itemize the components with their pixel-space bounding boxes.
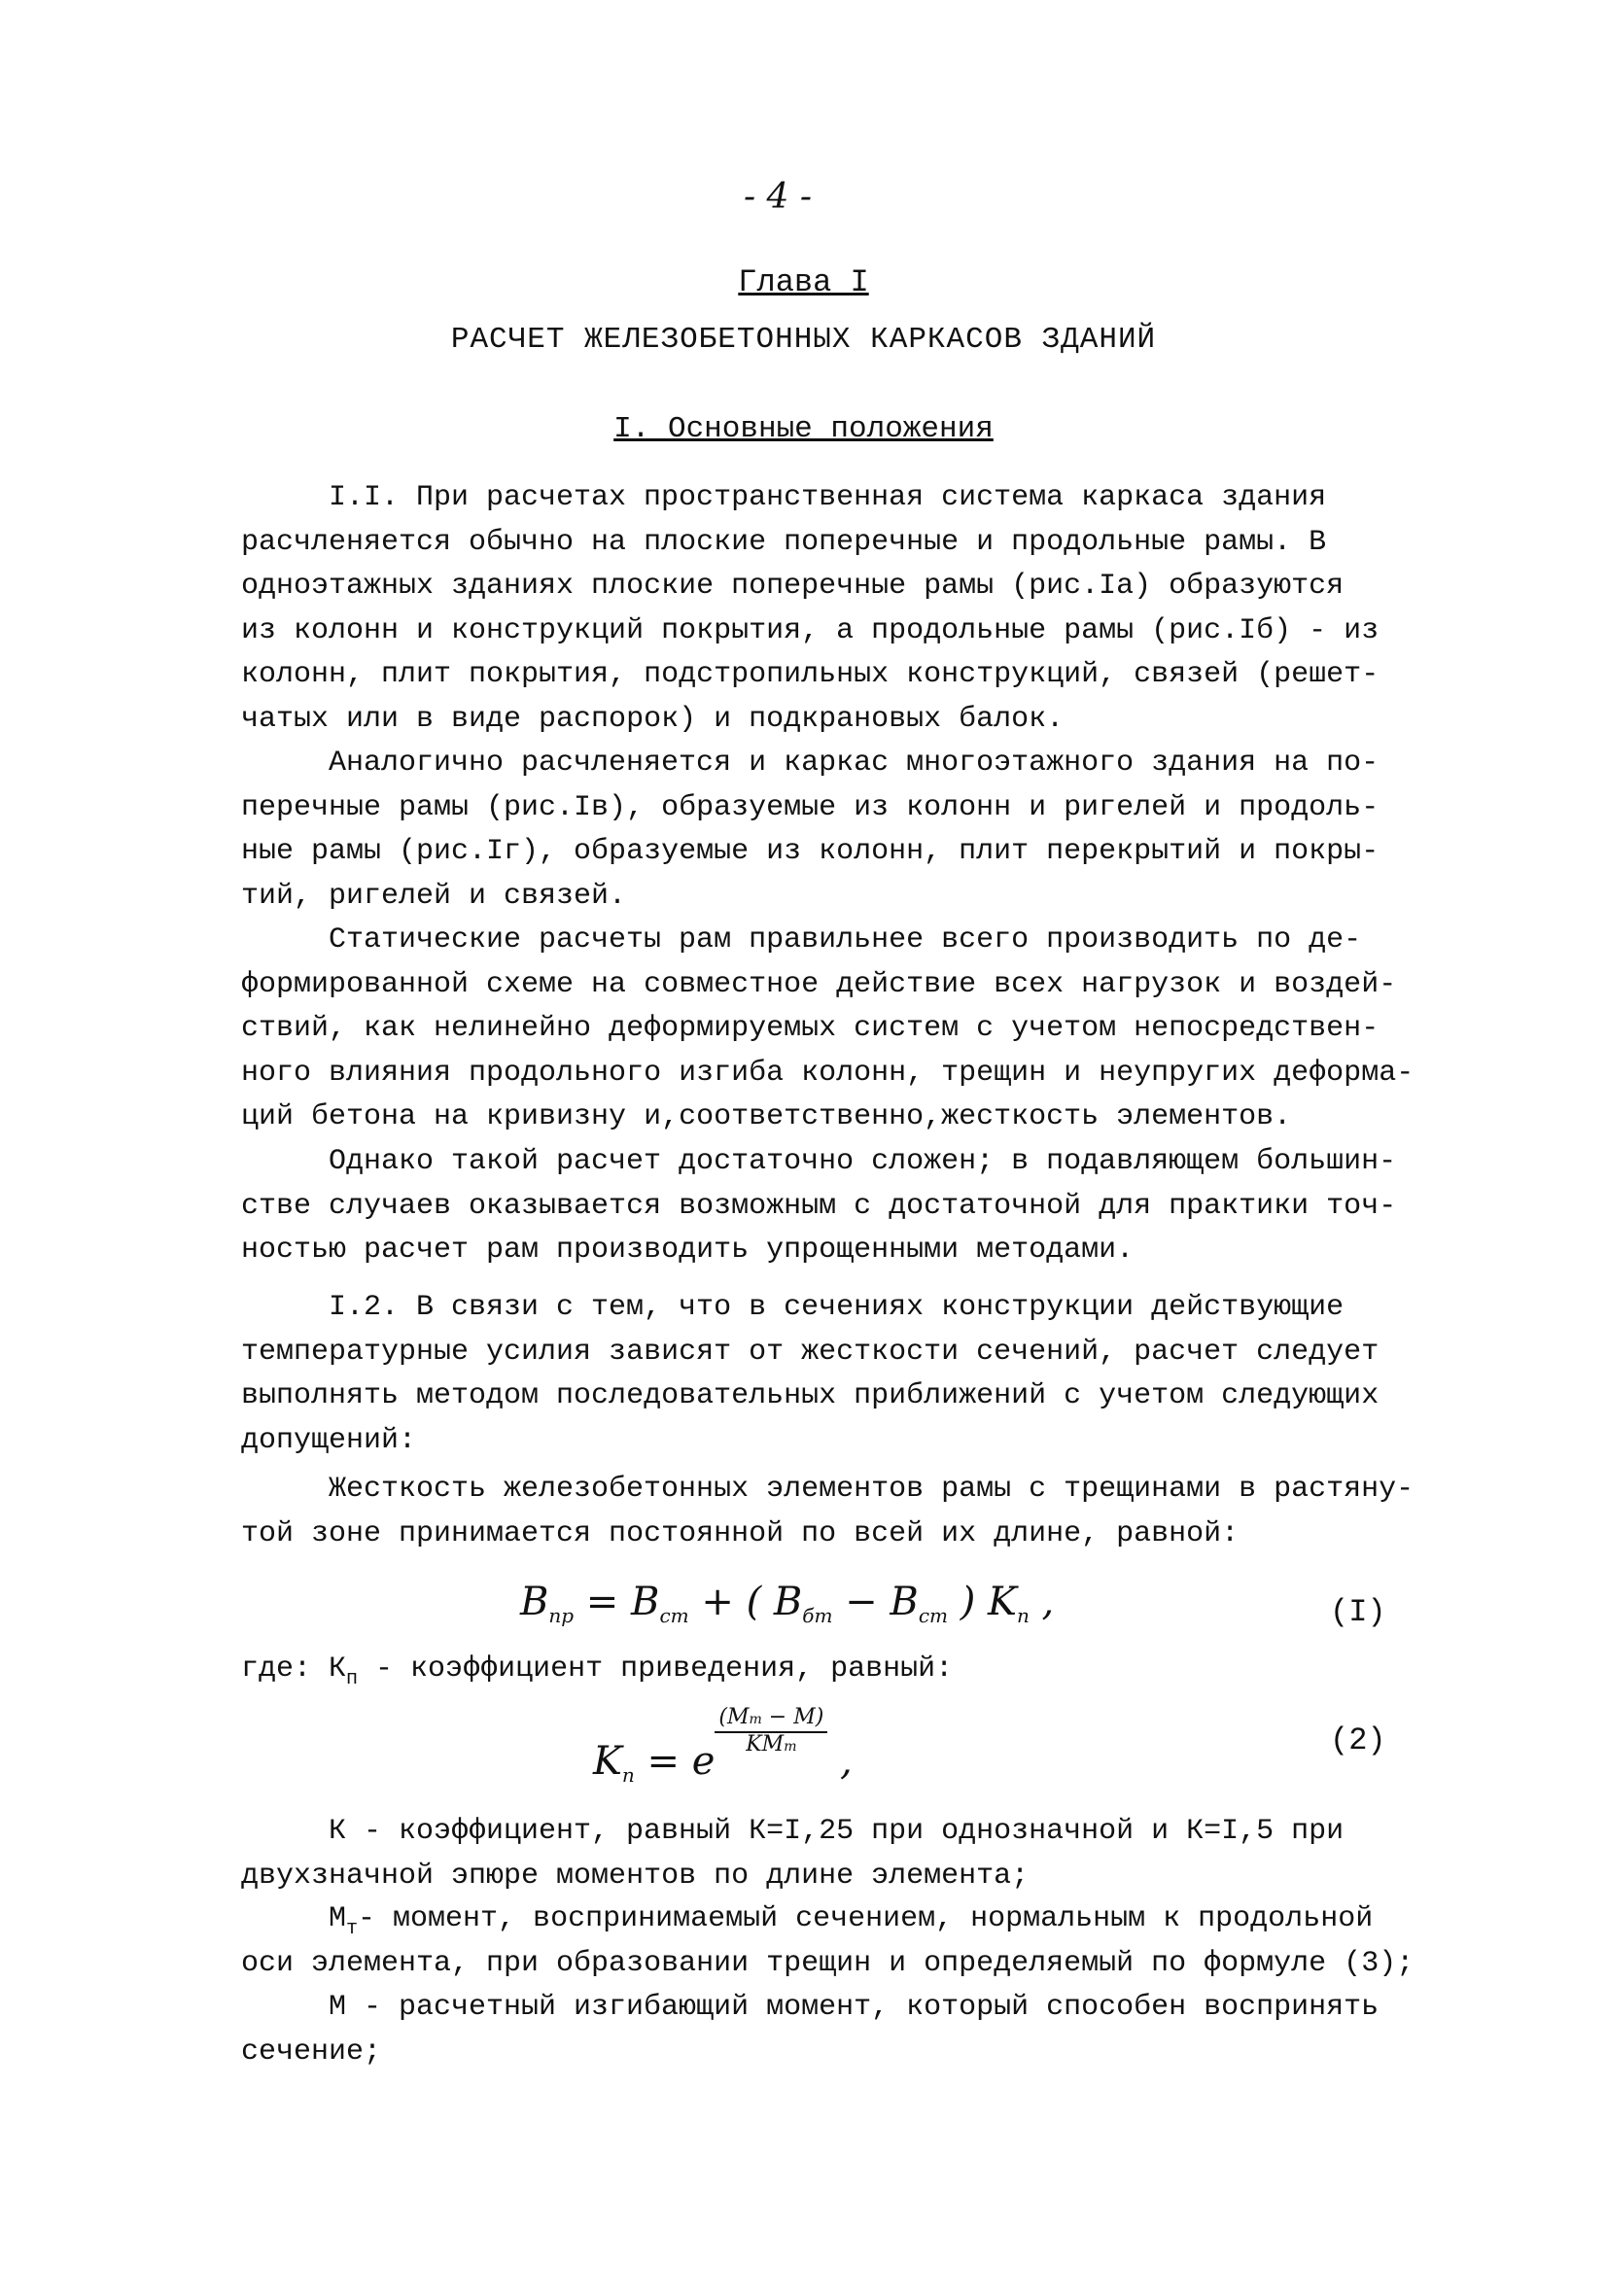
formula-1: $B_{пр} = B_{ст}$ + ( $B_{бт} - B_{ст}$ ) $K_п$ , [520, 1580, 1055, 1627]
text-line: из колонн и конструкций покрытия, а продольные рамы (рис.Iб) - из [241, 613, 1380, 647]
text-line: ностью расчет рам производить упрощенными методами. [241, 1234, 1135, 1267]
text-line: той зоне принимается постоянной по всей их длине, равной: [241, 1516, 1240, 1550]
formula-2: $K_п = e$ $\frac{(Mт - M)}{\text{KMт}}$ , [593, 1705, 853, 1787]
section-heading [0, 412, 1607, 446]
text-line: допущений: [241, 1423, 417, 1457]
paragraph-1 [241, 476, 1447, 742]
text-line: перечные рамы (рис.Iв), образуемые из колонн и ригелей и продоль- [241, 790, 1380, 824]
text-line: расчленяется обычно на плоские поперечные и продольные рамы. В [241, 525, 1327, 559]
text-line: Статические расчеты рам правильнее всего производить по де- [329, 923, 1362, 957]
paragraph-2 [241, 742, 1447, 919]
text-line: Жесткость железобетонных элементов рамы с трещинами в растяну- [329, 1473, 1415, 1506]
chapter-label: Глава I [738, 264, 869, 300]
text-line: формированной схеме на совместное действие всех нагрузок и воздей- [241, 967, 1397, 1001]
equation-number-1: (I) [1330, 1594, 1386, 1630]
text-line: двухзначной эпюре моментов по длине элемента; [241, 1859, 1030, 1893]
text-line: $М_т-$ момент, воспринимаемый сечением, нормальным к продольной [329, 1902, 1374, 1940]
text-line: Однако такой расчет достаточно сложен; в подавляющем большин- [329, 1145, 1397, 1178]
paragraph-8 [241, 1897, 1447, 1986]
paragraph-7 [241, 1810, 1447, 1898]
text-line: К - коэффициент, равный К=I,25 при однозначной и К=I,5 при [329, 1815, 1345, 1848]
paragraph-9 [241, 1986, 1447, 2074]
text-line: ствий, как нелинейно деформируемых систем с учетом непосредствен- [241, 1012, 1380, 1045]
exponent-fraction: $\frac{(Mт - M)}{\text{KMт}}$ [715, 1706, 827, 1758]
text-line: М - расчетный изгибающий момент, который способен воспринять [329, 1991, 1380, 2024]
paragraph-5 [241, 1286, 1447, 1463]
text-line: колонн, плит покрытия, подстропильных конструкций, связей (решет- [241, 658, 1380, 691]
text-line: сечение; [241, 2035, 382, 2069]
section-label: I. Основные положения [613, 412, 994, 446]
paragraph-3 [241, 919, 1447, 1140]
chapter-heading [0, 264, 1607, 300]
text-line: ций бетона на кривизну и,соответственно,жесткость элементов. [241, 1100, 1292, 1133]
chapter-title: РАСЧЕТ ЖЕЛЕЗОБЕТОННЫХ КАРКАСОВ ЗДАНИЙ [450, 323, 1157, 357]
text-line: ного влияния продольного изгиба колонн, трещин и неупругих деформа- [241, 1056, 1415, 1090]
text-line: I.2. В связи с тем, что в сечениях конструкции действующие [329, 1291, 1345, 1324]
where-line: где: $К_п$ - коэффициент приведения, равный: [241, 1652, 954, 1690]
text-line: оси элемента, при образовании трещин и определяемый по формуле (3); [241, 1946, 1415, 1980]
text-line: ные рамы (рис.Iг), образуемые из колонн, плит перекрытий и покры- [241, 835, 1380, 868]
text-line: выполнять методом последовательных приближений с учетом следующих [241, 1379, 1380, 1412]
text-line: тий, ригелей и связей. [241, 879, 627, 913]
text-line: одноэтажных зданиях плоские поперечные рамы (рис.Iа) образуются [241, 570, 1345, 603]
text-line: I.I. При расчетах пространственная система каркаса здания [329, 481, 1327, 514]
text-line: температурные усилия зависят от жесткости сечений, расчет следует [241, 1335, 1380, 1369]
paragraph-6 [241, 1468, 1447, 1556]
equation-number-2: (2) [1330, 1722, 1386, 1758]
text-line: чатых или в виде распорок) и подкрановых балок. [241, 702, 1065, 736]
text-line: Аналогично расчленяется и каркас многоэтажного здания на по- [329, 747, 1380, 780]
text-line: стве случаев оказывается возможным с достаточной для практики точ- [241, 1189, 1397, 1223]
paragraph-4 [241, 1140, 1447, 1273]
page-number: - 4 - [743, 177, 813, 217]
